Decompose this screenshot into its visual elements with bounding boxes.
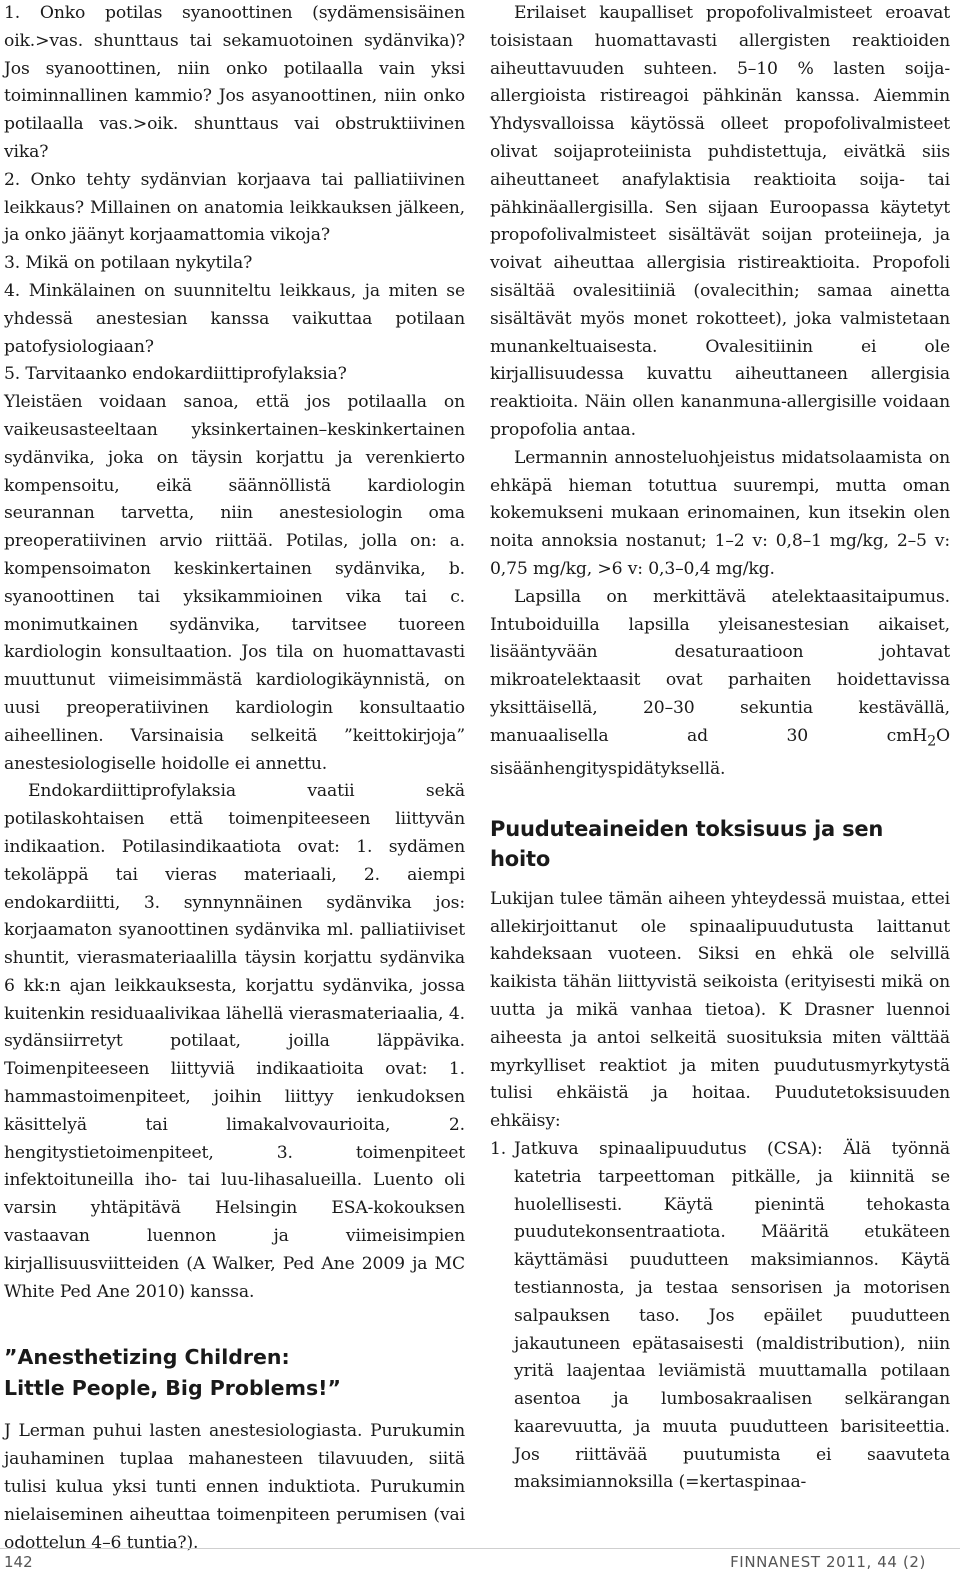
body-paragraph: Endokardiittiprofylaksia vaatii sekä potilaskohtaisen että toimenpiteeseen liittyvän indikaation. Potilasindikaatiota ovat: 1. sydämen tekoläppä tai vieras materiaali, 2. aiempi endokardiitti, 3. synnynnäinen sydänvika jos: korjaamaton syanoottinen sydänvika ml. palliatiiviset shuntit, vierasmateriaalilla täysin korjattu sydänvika 6 kk:n ajan leikkauksesta, korjattu sydänvika, jossa kuitenkin residuaalivikaa lähellä vierasmateriaalia, 4. sydänsiirretyt potilaat, joilla läppävika. Toimenpiteeseen liittyviä indikaatioita ovat: 1. hammastoimenpiteet, joihin liittyy ienkudoksen käsittelyä tai limakalvovaurioita, 2. hengitystietoimenpiteet, 3. toimenpiteet infektoituneilla iho- tai luu-lihasalueilla. Luento oli varsin yhtäpitävä Helsingin ESA-kokouksen vastaavan luennon ja viimeisimpien kirjallisuusviitteiden (A Walker, Ped Ane 2009 ja MC White Ped Ane 2010) kanssa. bbox=[4, 781, 465, 1302]
talk-heading bbox=[4, 1342, 465, 1404]
question-item: 4. Minkälainen on suunniteltu leikkaus, ja miten se yhdessä anestesian kanssa vaikuttaa potilaan patofysiologiaan? bbox=[4, 280, 465, 357]
body-paragraph: Lermannin annosteluohjeistus midatsolaamista on ehkäpä hieman totuttua suurempi, mutta oman kokemukseni mukaan erinomainen, kun itsekin olen noita annoksia nostanut; 1–2 v: 0,8–1 mg/kg, 2–5 v: 0,75 mg/kg, >6 v: 0,3–0,4 mg/kg. bbox=[490, 447, 950, 579]
question-item: 5. Tarvitaanko endokardiittiprofylaksia? bbox=[4, 364, 347, 385]
talk-heading-line: ”Anesthetizing Children: bbox=[4, 1345, 290, 1370]
left-column bbox=[4, 0, 465, 1557]
question-item: 1. Onko potilas syanoottinen (sydämensisäinen oik.>vas. shunttaus tai sekamuotoinen sydänvika)? Jos syanoottinen, niin onko potilaalla vain yksi toiminnallinen kammio? Jos asyanoottinen, niin onko potilaalla vas.>oik. shunttaus vai obstruktiivinen vika? bbox=[4, 3, 465, 162]
atelectasis-paragraph bbox=[490, 584, 950, 784]
list-number: 1. bbox=[490, 1138, 507, 1159]
question-item: 2. Onko tehty sydänvian korjaava tai palliatiivinen leikkaus? Millainen on anatomia leikkauksen jälkeen, ja onko jäänyt korjaamattomia vikoja? bbox=[4, 169, 465, 246]
page-number: 142 bbox=[4, 1553, 33, 1571]
section-heading: Puuduteaineiden toksisuus ja sen hoito bbox=[490, 816, 884, 871]
list-item-text: Jatkuva spinaalipuudutus (CSA): Älä työnnä katetria tarpeettoman pitkälle, ja kiinnitä se huolellisesti. Käytä pienintä tehokasta puudutekonsentraatiota. Määritä etukäteen käyttämäsi puudutteen maksimiannos. Käytä testiannosta, ja testaa sensorisen ja motorisen salpauksen taso. Jos epäilet puudutteen jakautuneen epätasaisesti (maldistribution), niin yritä laajentaa leviämistä muuttamalla potilaan asentoa ja lumbosakraalisen selkärangan kaarevuutta, ja muuta puudutteen barisiteettia. Jos riittävää puutumista ei saavuteta maksimiannoksilla (=kertaspinaa- bbox=[514, 1138, 950, 1493]
body-paragraph: Yleistäen voidaan sanoa, että jos potilaalla on vaikeusasteeltaan yksinkertainen–keskinkertainen sydänvika, joka on täysin korjattu ja verenkierto kompensoitu, eikä säännöllistä kardiologin seurannan tarvetta, niin anestesiologin oma preoperatiivinen arvio riittää. Potilas, jolla on: a. kompensoimaton keskinkertainen sydänvika, b. syanoottinen tai yksikammioinen vika tai c. monimutkainen sydänvika, tarvitsee tuoreen kardiologin konsultaation. Jos tila on huomattavasti muuttunut viimeisimmästä kardiologikäynnistä, on uusi preoperatiivinen kardiologin konsultaatio aiheellinen. Varsinaisia selkeitä ”keittokirjoja” anestesiologiselle hoidolle ei annettu. bbox=[4, 392, 465, 774]
journal-citation: FINNANEST 2011, 44 (2) bbox=[730, 1553, 926, 1571]
atelectasis-text: O sisäänhengityspidätyksellä. bbox=[490, 725, 950, 779]
toxicity-prevention-list bbox=[490, 1136, 950, 1497]
right-column bbox=[490, 0, 950, 1497]
talk-heading-line: Little People, Big Problems!” bbox=[4, 1376, 341, 1401]
talk-intro-paragraph: J Lerman puhui lasten anestesiologiasta. Purukumin jauhaminen tuplaa mahanesteen tilavuuden, siitä tulisi kulua yksi tunti ennen induktiota. Purukumin nielaiseminen aiheuttaa toimenpiteen perumisen (vai odottelun 4–6 tuntia?). bbox=[4, 1421, 465, 1553]
question-item: 3. Mikä on potilaan nykytila? bbox=[4, 253, 253, 274]
preop-question-list bbox=[4, 0, 465, 389]
section-intro-paragraph: Lukijan tulee tämän aiheen yhteydessä muistaa, ettei allekirjoittanut ole spinaalipuudutusta laittanut kahdeksaan vuoteen. Siksi en ehkä ole selvillä kaikista tähän liittyvistä seikoista (erityisesti mikä on uutta ja mikä vanhaa tietoa). K Drasner luennoi aiheesta ja antoi selkeitä suosituksia miten välttää myrkylliset reaktiot ja miten puudutusmyrkytystä tulisi ehkäistä ja hoitaa. Puudutetoksisuuden ehkäisy: bbox=[490, 888, 950, 1132]
subscript: 2 bbox=[927, 733, 937, 750]
toxicity-list-item bbox=[490, 1136, 950, 1497]
atelectasis-text: Lapsilla on merkittävä atelektaasitaipumus. Intuboiduilla lapsilla yleisanestesian aikaiset, lisääntyvään desaturaatioon johtavat mikroatelektaasit ovat parhaiten hoidettavissa yksittäisellä, 20–30 sekuntia kestävällä, manuaalisella ad 30 cmH bbox=[490, 586, 950, 746]
page-footer bbox=[0, 1548, 960, 1581]
body-paragraph: Erilaiset kaupalliset propofolivalmisteet eroavat toisistaan huomattavasti allergisten reaktioiden aiheuttavuuden suhteen. 5–10 % lasten soija-allergioista ristireagoi pähkinän kanssa. Aiemmin Yhdysvalloissa käytössä olleet propofolivalmisteet olivat soijaproteiinista puhdistettuja, eivätkä siis aiheuttaneet anafylaktisia reaktioita soija- tai pähkinäallergisilla. Sen sijaan Euroopassa käytetyt propofolivalmisteet sisältävät soijan proteiineja, ja voivat aiheuttaa allergisia ristireaktioita. Propofoli sisältää ovalesitiiniä (ovalecithin; samaa ainetta sisältävät myös monet rokotteet), joka valmistetaan munankeltuaisesta. Ovalesitiinin ei ole kirjallisuudessa kuvattu aiheuttaneen allergisia reaktioita. Näin ollen kananmuna-allergisille voidaan propofolia antaa. bbox=[490, 3, 950, 440]
